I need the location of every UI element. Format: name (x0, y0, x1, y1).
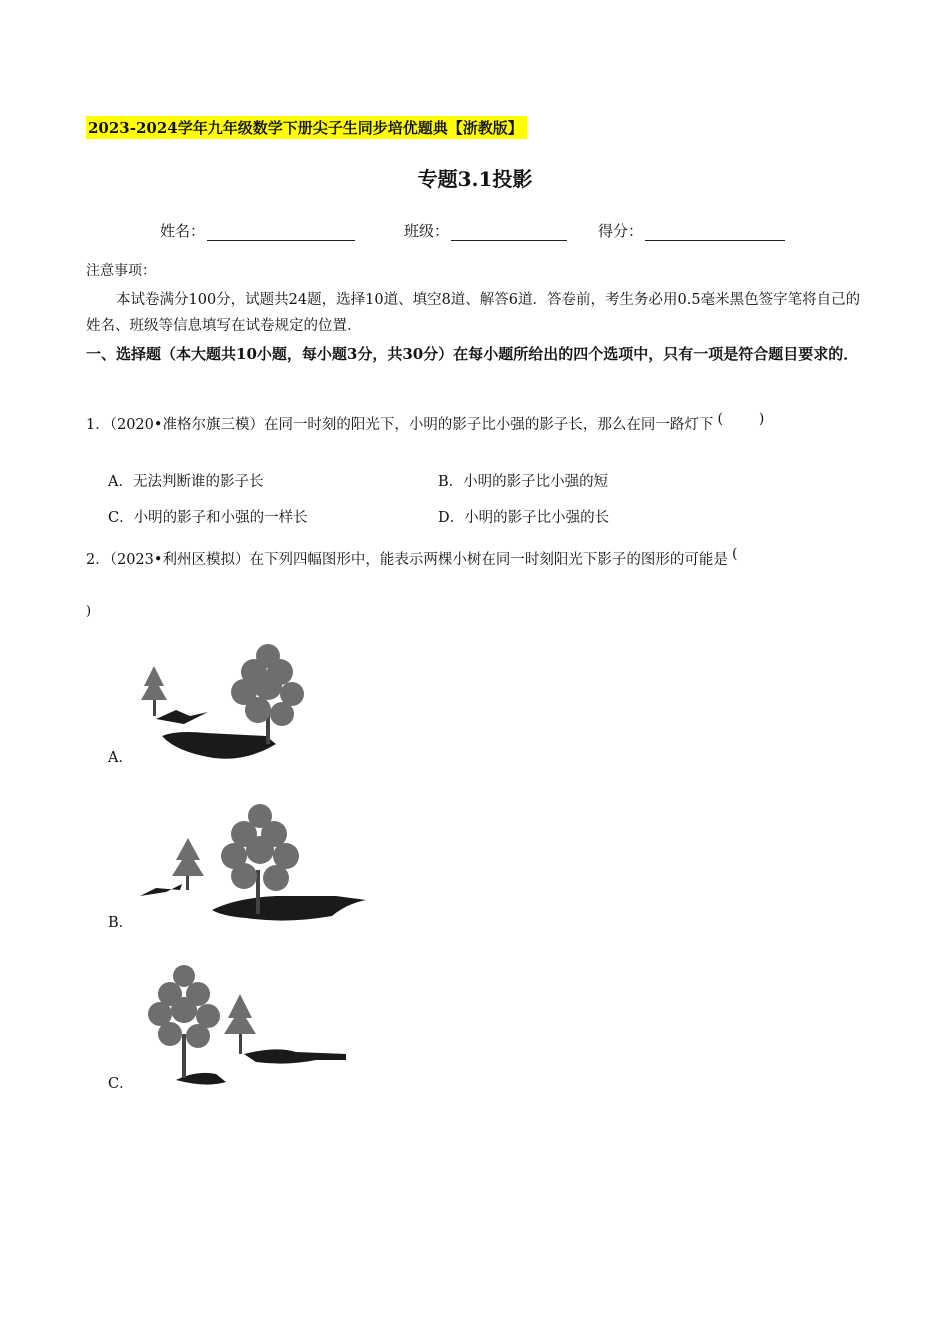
option-1d[interactable] (438, 506, 609, 527)
shadow-shape (212, 896, 366, 921)
option-text: 小明的影子比小强的短 (463, 474, 609, 490)
tree-icon (148, 965, 220, 1078)
option-label: A． (108, 474, 133, 490)
score-blank[interactable] (645, 226, 785, 241)
class-label: 班级： (404, 222, 450, 240)
option-label: B． (438, 474, 464, 490)
option-2c-label: C． (108, 1076, 134, 1092)
option-2a-image[interactable] (136, 636, 326, 764)
name-label: 姓名： (160, 222, 206, 240)
option-2b-image[interactable] (136, 800, 376, 924)
question-1-paren-close: ) (758, 411, 765, 427)
option-2a-label: A． (108, 750, 133, 766)
tree-icon (231, 644, 304, 744)
shadow-shape (162, 732, 276, 759)
document-header-tag: 2023-2024学年九年级数学下册尖子生同步培优题典【浙教版】 (86, 116, 527, 139)
question-1 (86, 413, 876, 434)
score-label: 得分： (598, 222, 644, 240)
question-1-text: （2020•准格尔旗三模）在同一时刻的阳光下，小明的影子比小强的影子长，那么在同一路灯下 (109, 417, 714, 433)
question-1-number: 1． (86, 417, 110, 433)
class-blank[interactable] (451, 226, 567, 241)
question-1-paren-open: ( (717, 411, 723, 427)
question-2 (86, 548, 876, 569)
score-field (598, 220, 785, 241)
tree-icon (141, 666, 167, 716)
question-2-paren-close: ) (86, 604, 92, 619)
notes-title: 注意事项： (86, 263, 156, 279)
option-text: 无法判断谁的影子长 (132, 474, 264, 490)
tree-icon (172, 838, 204, 890)
option-1a[interactable] (108, 470, 263, 491)
notes-body: 本试卷满分100分，试题共24题，选择10道、填空8道、解答6道．答卷前，考生务必用0.5毫米黑色签字笔将自己的姓名、班级等信息填写在试卷规定的位置． (86, 292, 861, 334)
option-2c-image[interactable] (136, 962, 356, 1092)
option-2b-label: B． (108, 915, 134, 931)
option-label: C． (108, 510, 134, 526)
question-2-paren-open: ( (731, 546, 738, 562)
name-blank[interactable] (207, 226, 355, 241)
option-label: D． (438, 510, 465, 526)
shadow-shape (244, 1049, 346, 1063)
question-2-text: （2023•利州区模拟）在下列四幅图形中，能表示两棵小树在同一时刻阳光下影子的图形的可能是 (109, 552, 728, 568)
option-1b[interactable] (438, 470, 608, 491)
page-title: 专题3.1投影 (417, 167, 533, 191)
option-text: 小明的影子和小强的一样长 (133, 510, 308, 526)
shadow-shape (156, 710, 208, 724)
option-text: 小明的影子比小强的长 (464, 510, 610, 526)
question-2-number: 2． (86, 552, 110, 568)
section-heading: 一、选择题（本大题共10小题，每小题3分，共30分）在每小题所给出的四个选项中，只有一项是符合题目要求的． (86, 345, 859, 363)
option-1c[interactable] (108, 506, 308, 527)
name-field (160, 220, 355, 241)
tree-icon (224, 994, 256, 1054)
class-field (404, 220, 567, 241)
shadow-shape (140, 884, 182, 896)
